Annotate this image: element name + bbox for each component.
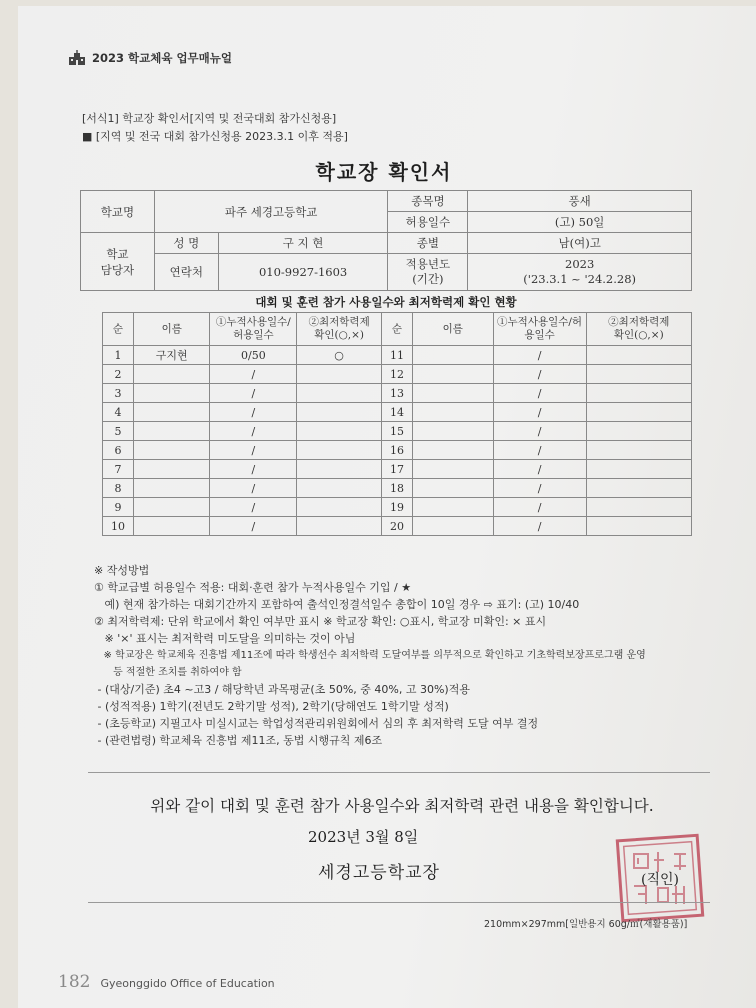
left-cell-days: /	[210, 384, 297, 403]
right-cell-days: /	[493, 441, 586, 460]
left-cell-no: 10	[103, 517, 134, 536]
records-row	[103, 517, 692, 536]
records-row	[103, 460, 692, 479]
right-cell-no: 18	[381, 479, 412, 498]
right-cell-no: 20	[381, 517, 412, 536]
contact-value: 010-9927-1603	[218, 254, 388, 291]
divider-bottom	[88, 902, 710, 903]
right-cell-no: 14	[381, 403, 412, 422]
right-cell-days: /	[493, 365, 586, 384]
right-cell-name	[412, 517, 493, 536]
left-cell-name	[134, 403, 210, 422]
left-cell-no: 4	[103, 403, 134, 422]
manual-title: 2023 학교체육 업무매뉴얼	[92, 51, 232, 65]
left-cell-name	[134, 422, 210, 441]
left-cell-no: 2	[103, 365, 134, 384]
right-cell-name	[412, 365, 493, 384]
records-row	[103, 479, 692, 498]
left-cell-days: /	[210, 365, 297, 384]
col-grade	[297, 313, 382, 346]
records-row	[103, 498, 692, 517]
school-label: 학교명	[81, 191, 155, 233]
left-cell-days: /	[210, 441, 297, 460]
col-days-right	[493, 313, 586, 346]
right-cell-days: /	[493, 517, 586, 536]
col-days-right-line2: 용일수	[524, 329, 555, 341]
left-cell-days: /	[210, 498, 297, 517]
right-cell-grade	[586, 479, 691, 498]
left-cell-days: /	[210, 403, 297, 422]
records-table	[102, 312, 692, 536]
left-cell-grade	[297, 441, 382, 460]
right-cell-days: /	[493, 346, 586, 365]
page-number: 182	[58, 972, 91, 992]
year-value: 2023	[565, 257, 595, 271]
apply-note: ■ [지역 및 전국 대회 참가신청용 2023.3.1 이후 적용]	[82, 130, 348, 143]
issuer-name: 세경고등학교장	[318, 863, 440, 883]
records-row	[103, 346, 692, 365]
form-label: [서식1] 학교장 확인서[지역 및 전국대회 참가신청용]	[82, 112, 337, 125]
col-no: 순	[103, 313, 134, 346]
instruction-line: - (초등학교) 지필고사 미실시교는 학업성적관리위원회에서 심의 후 최저학력 도달 여부 결정	[94, 717, 539, 730]
paper-spec: 210mm×297mm[일반용지 60g/㎡(재활용품)]	[484, 919, 688, 930]
right-cell-name	[412, 422, 493, 441]
right-cell-no: 16	[381, 441, 412, 460]
left-cell-days: /	[210, 460, 297, 479]
right-cell-grade	[586, 517, 691, 536]
left-cell-grade	[297, 498, 382, 517]
school-icon	[68, 50, 86, 66]
name-label: 성 명	[154, 233, 218, 254]
right-cell-days: /	[493, 384, 586, 403]
right-cell-grade	[586, 384, 691, 403]
col-grade-line2: 확인(○,×)	[314, 329, 364, 341]
right-cell-no: 12	[381, 365, 412, 384]
school-value: 파주 세경고등학교	[154, 191, 388, 233]
page-footer	[58, 972, 275, 992]
year-label-line2: (기간)	[412, 272, 444, 286]
publisher: Gyeonggido Office of Education	[100, 977, 275, 990]
left-cell-grade	[297, 460, 382, 479]
left-cell-name	[134, 479, 210, 498]
allowed-days-label: 허용일수	[388, 212, 468, 233]
records-row	[103, 441, 692, 460]
left-cell-no: 3	[103, 384, 134, 403]
right-cell-days: /	[493, 498, 586, 517]
left-cell-no: 5	[103, 422, 134, 441]
document-title: 학교장 확인서	[315, 160, 453, 184]
right-cell-name	[412, 346, 493, 365]
col-days-line1: ①누적사용일수/	[215, 316, 291, 328]
right-cell-name	[412, 441, 493, 460]
right-cell-days: /	[493, 479, 586, 498]
right-cell-grade	[586, 346, 691, 365]
type-value: 남(여)고	[468, 233, 692, 254]
col-grade-right-line1: ②최저학력제	[608, 316, 670, 328]
left-cell-grade	[297, 479, 382, 498]
col-days-line2: 허용일수	[233, 329, 274, 341]
allowed-days-value: (고) 50일	[468, 212, 692, 233]
right-cell-name	[412, 498, 493, 517]
left-cell-days: /	[210, 479, 297, 498]
right-cell-grade	[586, 422, 691, 441]
info-table	[80, 190, 692, 291]
right-cell-name	[412, 384, 493, 403]
instructions	[94, 562, 714, 749]
left-cell-name	[134, 517, 210, 536]
right-cell-no: 19	[381, 498, 412, 517]
right-cell-grade	[586, 365, 691, 384]
contact-label: 연락처	[154, 254, 218, 291]
instruction-line: 등 적절한 조치를 취하여야 함	[94, 667, 242, 678]
col-no-right: 순	[381, 313, 412, 346]
document-page	[18, 6, 756, 1008]
left-cell-grade	[297, 365, 382, 384]
issue-date: 2023년 3월 8일	[308, 828, 419, 846]
instruction-line: - (성적적용) 1학기(전년도 2학기말 성적), 2학기(당해연도 1학기말 성적)	[94, 700, 449, 713]
left-cell-name	[134, 441, 210, 460]
records-row	[103, 384, 692, 403]
right-cell-name	[412, 479, 493, 498]
staff-label	[81, 233, 155, 291]
left-cell-no: 8	[103, 479, 134, 498]
confirm-statement: 위와 같이 대회 및 훈련 참가 사용일수와 최저학력 관련 내용을 확인합니다.	[150, 797, 654, 815]
right-cell-grade	[586, 498, 691, 517]
left-cell-name	[134, 365, 210, 384]
instruction-line: - (대상/기준) 초4 ~고3 / 해당학년 과목평균(초 50%, 중 40%, 고 30%)적용	[94, 683, 470, 696]
official-seal	[614, 832, 706, 924]
right-cell-no: 11	[381, 346, 412, 365]
col-grade-right	[586, 313, 691, 346]
staff-label-line2: 담당자	[100, 262, 135, 277]
left-cell-name	[134, 384, 210, 403]
instruction-line: ※ 학교장은 학교체육 진흥법 제11조에 따라 학생선수 최저학력 도달여부를 의무적으로 확인하고 기초학력보장프로그램 운영	[94, 650, 646, 661]
left-cell-no: 1	[103, 346, 134, 365]
left-cell-grade	[297, 517, 382, 536]
left-cell-grade	[297, 403, 382, 422]
col-days	[210, 313, 297, 346]
right-cell-no: 13	[381, 384, 412, 403]
sport-value: 풍새	[468, 191, 692, 212]
right-cell-days: /	[493, 403, 586, 422]
manual-header	[68, 50, 232, 66]
right-cell-name	[412, 460, 493, 479]
year-value-cell	[468, 254, 692, 291]
records-header-row	[103, 313, 692, 346]
divider-top	[88, 772, 710, 773]
right-cell-grade	[586, 460, 691, 479]
left-cell-name	[134, 460, 210, 479]
left-cell-no: 9	[103, 498, 134, 517]
col-grade-line1: ②최저학력제	[308, 316, 370, 328]
year-label-line1: 적용년도	[405, 257, 451, 271]
right-cell-days: /	[493, 460, 586, 479]
left-cell-name: 구지현	[134, 346, 210, 365]
records-row	[103, 365, 692, 384]
right-cell-name	[412, 403, 493, 422]
period-value: ('23.3.1 ~ '24.2.28)	[523, 272, 637, 286]
left-cell-grade: ○	[297, 346, 382, 365]
instruction-line: ① 학교급별 허용일수 적용: 대회·훈련 참가 누적사용일수 기입 / ★	[94, 581, 412, 594]
instruction-line: ② 최저학력제: 단위 학교에서 확인 여부만 표시 ※ 학교장 확인: ○표시, 학교장 미확인: × 표시	[94, 615, 547, 628]
right-cell-grade	[586, 441, 691, 460]
section-title: 대회 및 훈련 참가 사용일수와 최저학력제 확인 현황	[255, 295, 517, 309]
left-cell-grade	[297, 384, 382, 403]
left-cell-no: 7	[103, 460, 134, 479]
right-cell-no: 15	[381, 422, 412, 441]
right-cell-days: /	[493, 422, 586, 441]
left-cell-no: 6	[103, 441, 134, 460]
left-cell-grade	[297, 422, 382, 441]
left-cell-days: /	[210, 517, 297, 536]
records-row	[103, 403, 692, 422]
left-cell-name	[134, 498, 210, 517]
right-cell-no: 17	[381, 460, 412, 479]
col-name-right: 이름	[412, 313, 493, 346]
staff-label-line1: 학교	[106, 246, 129, 261]
col-grade-right-line2: 확인(○,×)	[613, 329, 664, 341]
instruction-line: ※ '×' 표시는 최저학력 미도달을 의미하는 것이 아님	[94, 632, 356, 645]
left-cell-days: /	[210, 422, 297, 441]
instruction-line: ※ 작성방법	[94, 564, 150, 577]
type-label: 종별	[388, 233, 468, 254]
name-value: 구 지 현	[218, 233, 388, 254]
records-row	[103, 422, 692, 441]
right-cell-grade	[586, 403, 691, 422]
instruction-line: - (관련법령) 학교체육 진흥법 제11조, 동법 시행규칙 제6조	[94, 734, 383, 747]
left-cell-days: 0/50	[210, 346, 297, 365]
seal-label: (직인)	[641, 872, 679, 888]
instruction-line: 예) 현재 참가하는 대회기간까지 포함하여 출석인정결석일수 총합이 10일 경우 ⇨ 표기: (고) 10/40	[94, 598, 580, 611]
sport-label: 종목명	[388, 191, 468, 212]
col-name: 이름	[134, 313, 210, 346]
year-label	[388, 254, 468, 291]
col-days-right-line1: ①누적사용일수/허	[497, 316, 583, 328]
